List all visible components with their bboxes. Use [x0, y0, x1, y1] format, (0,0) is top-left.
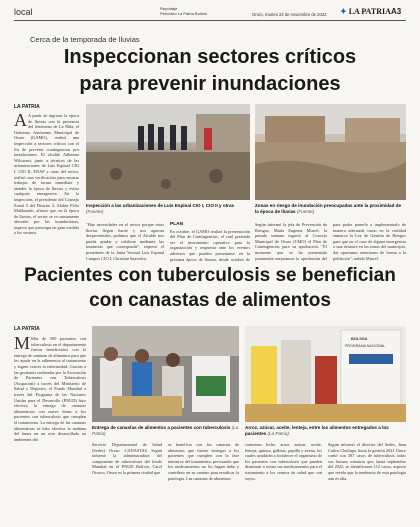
- story1-column-3: PLAN En octubre, el GAMO realizó la presentación del Plan de Contingencias, el cual pretende ser el instrumento operativo para la organización y respuesta ante los eventos adversos que pueden presentarse en la próxima época de lluvias, desde octubre de: [170, 222, 250, 262]
- story1-headline-line2: para prevenir inundaciones: [79, 73, 341, 95]
- story2-headline-line1: Pacientes con tuberculosis se benefician: [24, 265, 396, 286]
- inspection-scene: [86, 104, 250, 200]
- story2-headline-line2: con canastas de alimentos: [89, 290, 331, 311]
- dropcap-2: M: [14, 336, 31, 353]
- food-basket-scene: [245, 326, 406, 422]
- story1-headline-line1: Inspeccionan sectores críticos: [63, 46, 357, 68]
- dropcap: A: [14, 113, 27, 130]
- story2-photo-food-basket: [245, 326, 406, 422]
- story2-photo-delivery: [92, 326, 239, 422]
- story2-column-2: Servicio Departamental de Salud (Sedes) Oruro. CANASTAS Según informó la administradora del componente de tuberculosis del fondo Mundial en el PNUD Bolivia, Carol Orozco, Oruro es la primera ciudad que: [92, 442, 162, 475]
- story1-byline: LA PATRIA: [14, 104, 40, 110]
- story1-photo-inspection: [86, 104, 250, 200]
- story2-column-3: se beneficia con las canastas de alimentos que fueron entregas a los pacientes que cumplen con la fase intensiva del tratamiento, precisando que los medicamentos no les hagan daño y contribuir en su camino para erradicar la patología. Las canastas de alimentos: [168, 442, 239, 481]
- header-date: Oruro, martes 22 de noviembre de 2022: [252, 12, 327, 17]
- story1-column-5: para poder ponerlo a implementarlo de manera adecuada como en la realidad enmarca la Ley de Gestión de Riesgos para que en el caso de alguna emergencia o una desastre en las zonas del municipio, dar oportunas atenciones de forma a la población", señaló Murrel.: [333, 222, 406, 261]
- header-rule: [14, 20, 406, 21]
- story1-photo2-caption: Zonas en riesgo de inundación preocupadas ante la proximidad de la época de lluvias (Fuente): [255, 203, 402, 214]
- story2-byline: LA PATRIA: [14, 326, 40, 332]
- delivery-scene: [92, 326, 239, 422]
- story2-column-1: [14, 336, 86, 518]
- story1-kicker: Cerca de la temporada de lluvias: [30, 35, 140, 44]
- story1-col1-text: A partir de ingresar la época de lluvias con la presencia del fenómeno de La Niña, el Gobierno Autónomo Municipal de Oruro (GAMO), realizó una inspección a sectores críticos con el fin de prevenir contingencias por inundaciones. El alcalde Adhemar Wilcarani, junto a técnicos de las urbanizaciones de Luis Espinal CIO I, CIO II, ENAF y otras del sector, realizó una verificación para encarar trabajos de forma inmediata y atender la época de lluvias y evitar cualquier emergencia. En la inspección, el presidente del Consejo Zonal 5 del Distrito 3, Abdón Félix Maldonado, afirmó que, en la época de lluvias, el sector se ve sumamente afectado por las inundaciones, aspecto que preocupa en gran medida a los vecinos.: [14, 113, 79, 236]
- story1-column-2: "Hay necesidades en el sector porque estas lluvias llegan fuerte y nos agarran desprevenidos, pedimos que el Alcalde nos pueda ayudar y colabore mediante las instancias que corresponda", expresó el presidente de la Junta Vecinal Luis Espinal Campos CIO I, Christian Saavedra.: [86, 222, 164, 261]
- story1-photo-flood-zone: [255, 104, 406, 200]
- story2-photo3-caption: Entrega de canastas de alimentos a pacientes con tuberculosis (La Patria): [92, 425, 239, 436]
- header-center-top: Reportaje: [160, 6, 178, 11]
- story1-subhead-plan: PLAN: [170, 222, 184, 227]
- logo-icon: ✦: [340, 7, 347, 16]
- logo-text: LA PATRIA: [348, 7, 391, 16]
- story2-photo4-caption: Arroz, azúcar, aceite, lenteja, entre los alimentos entregados a los pacientes (La Patria): [245, 425, 389, 436]
- story1-photo1-caption: Inspección a las urbanizaciones de Luis Espinal CIO I, CIO II y otras (Fuente): [86, 203, 235, 214]
- story2-col1-text: Más de 500 pacientes con tuberculosis en el departamento fueron beneficiados con la entrega de canastas de alimentos para que les ayude en la adherencia al tratamiento y logren vencer la enfermedad. Gracias a las gestiones realizadas por la Asociación de Pacientes con Tuberculosis (Asspacont) a través del Ministerio de Salud y Deportes, el Fondo Mundial a través del Programa de las Naciones Unidas para el Desarrollo (PNUD) hizo efectiva la entrega de canastas alimenticias con nueve ítems a los pacientes con tuberculosis que cumplen el tratamiento. La entrega de las canastas alimenticias se hizo efectiva la mañana del lunes en un acto desarrollado en ambientes del: [14, 336, 86, 442]
- story2-column-5: Según informó el director del Sedes, Juan Carlos Challapa, hasta la gestión 2021 Oruro contó con 387 casos de tuberculosis todas sus formas, mientras que, hasta septiembre del 2022, se identificaron 112 casos, aspecto que revela que la tendencia de esta patología aún es alta.: [328, 442, 406, 481]
- section-label: local: [14, 7, 33, 17]
- page-number: A3: [391, 7, 402, 16]
- product-label-1: BOLIVIA: [351, 336, 368, 341]
- story1-column-1: [14, 113, 79, 261]
- flood-zone-scene: [255, 104, 406, 200]
- story2-column-4: contienen leche, arroz, azúcar, aceite, lenteja, quinua, galletas, papilla y avena, los cuales ayudarán a fortalecer el organismo de los pacientes con tuberculosis que pueden disminuir a tomar sus medicamentos para el tratamiento a los centros de salud que son suyos.: [245, 442, 322, 481]
- header-center-bottom: Periódico La Patria Bolivia: [160, 11, 207, 16]
- newspaper-logo: [340, 7, 391, 16]
- product-label-2: PROGRAMA NACIONAL: [345, 344, 386, 348]
- story1-column-4: Según informó la jefa de Prevención de Riesgos, María Eugenia Murrel, la pasada semana ingresó al Concejo Municipal de Oruro (CMO) el Plan de Contingencias para su aprobación. "El momento que se ha presentado justamente mejoramos la aprobación del: [255, 222, 327, 261]
